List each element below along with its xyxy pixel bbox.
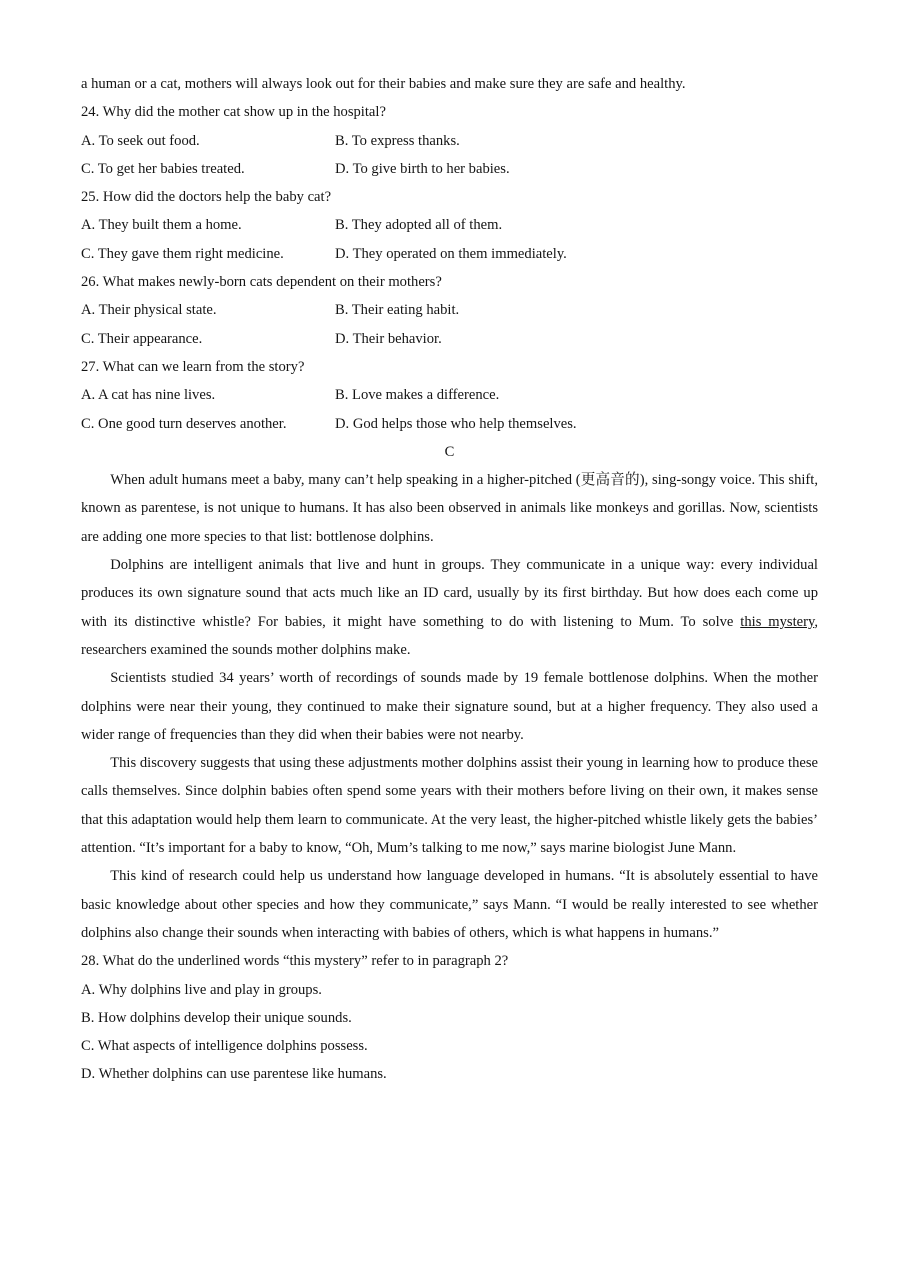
- document-page: [81, 70, 818, 1089]
- question-25-options-row-2: [81, 240, 818, 268]
- passage-paragraph-2: [81, 551, 818, 664]
- option-a: A. To seek out food.: [81, 132, 200, 149]
- option-d: D. Whether dolphins can use parentese like humans.: [81, 1066, 387, 1083]
- passage-paragraph-4: This discovery suggests that using these adjustments mother dolphins assist their young in learning how to produce these calls themselves. Since dolphin babies often spend some years with their mothers before living on their own, it makes sense that this adaptation would help them learn to communicate. At the very least, the higher-pitched whistle likely gets the babies’ attention. “It’s important for a baby to know, “Oh, Mum’s talking to me now,” says marine biologist June Mann.: [81, 755, 818, 857]
- question-28-stem: 28. What do the underlined words “this mystery” refer to in paragraph 2?: [81, 953, 509, 970]
- option-d: D. They operated on them immediately.: [335, 245, 567, 262]
- question-24-options-row-2: [81, 155, 818, 183]
- question-24-stem: 24. Why did the mother cat show up in the hospital?: [81, 104, 386, 121]
- question-27-options-row-1: [81, 381, 818, 409]
- option-a: A. They built them a home.: [81, 217, 242, 234]
- passage-paragraph-5: This kind of research could help us understand how language developed in humans. “It is absolutely essential to have basic knowledge about other species and how they communicate,” says Mann. “I would be really interested to see whether dolphins also change their sounds when interacting with babies of others, which is what happens in humans.”: [81, 868, 818, 941]
- option-c: C. They gave them right medicine.: [81, 245, 284, 262]
- option-c: C. One good turn deserves another.: [81, 415, 287, 432]
- question-24-options-row-1: [81, 127, 818, 155]
- option-b: B. To express thanks.: [335, 132, 460, 149]
- underlined-phrase: this mystery: [740, 613, 815, 630]
- question-26-options-row-1: [81, 296, 818, 324]
- option-b: B. Love makes a difference.: [335, 387, 500, 404]
- option-b: B. How dolphins develop their unique sounds.: [81, 1009, 352, 1026]
- option-d: D. To give birth to her babies.: [335, 160, 510, 177]
- option-c: C. What aspects of intelligence dolphins possess.: [81, 1038, 368, 1055]
- passage-paragraph-3: Scientists studied 34 years’ worth of recordings of sounds made by 19 female bottlenose dolphins. When the mother dolphins were near their young, they continued to make their signature sound, but at a higher frequency. They also used a wider range of frequencies than they did when their babies were not nearby.: [81, 670, 818, 743]
- paragraph-2-text-before: Dolphins are intelligent animals that live and hunt in groups. They communicate in a unique way: every individual produces its own signature sound that acts much like an ID card, usually by its first birthday. But how does each come up with its distinctive whistle? For babies, it might have something to do with listening to Mum. To solve: [81, 557, 818, 630]
- option-c: C. To get her babies treated.: [81, 160, 245, 177]
- passage-paragraph-1: When adult humans meet a baby, many can’t help speaking in a higher-pitched (更高音的), sing-songy voice. This shift, known as parentese, is not unique to humans. It has also been observed in animals like monkeys and gorillas. Now, scientists are adding one more species to that list: bottlenose dolphins.: [81, 472, 818, 545]
- option-b: B. Their eating habit.: [335, 302, 460, 319]
- question-25-options-row-1: [81, 211, 818, 239]
- paragraph-2-text-after: , researchers examined the sounds mother dolphins make.: [81, 613, 818, 658]
- question-26-options-row-2: [81, 325, 818, 353]
- section-label: C: [444, 443, 455, 460]
- question-27-stem: 27. What can we learn from the story?: [81, 358, 305, 375]
- option-b: B. They adopted all of them.: [335, 217, 503, 234]
- option-c: C. Their appearance.: [81, 330, 203, 347]
- option-a: A. Why dolphins live and play in groups.: [81, 981, 322, 998]
- option-d: D. Their behavior.: [335, 330, 442, 347]
- question-25-stem: 25. How did the doctors help the baby cat?: [81, 189, 332, 206]
- question-27-options-row-2: [81, 410, 818, 438]
- question-26-stem: 26. What makes newly-born cats dependent on their mothers?: [81, 274, 442, 291]
- option-a: A. A cat has nine lives.: [81, 387, 216, 404]
- option-d: D. God helps those who help themselves.: [335, 415, 577, 432]
- intro-line: a human or a cat, mothers will always look out for their babies and make sure they are safe and healthy.: [81, 76, 686, 92]
- option-a: A. Their physical state.: [81, 302, 217, 319]
